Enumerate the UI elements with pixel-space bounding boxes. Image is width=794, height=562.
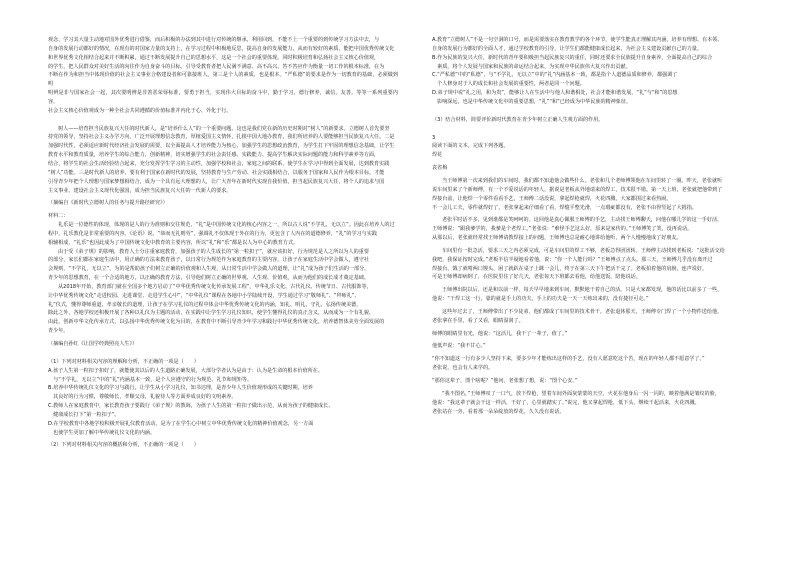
text-line: 观念，学习其大量主动地对国外优秀进行借鉴，而后积极的办法到其中进行对传统的继承，利用回到，不能不上一个重要的到传统学习方法中去，与 bbox=[48, 37, 380, 43]
text-line: （摘编自《新时代立德树人的任务与提升路径研究》） bbox=[48, 200, 168, 207]
text-line: 持党的领导，坚持社会主义办学方向，广泛开展理想信念教育，厚植爱国主义情怀，扎根中国大地办教育，我们所培养的人要能够担当民族复兴大任。二是 bbox=[48, 134, 395, 141]
text-line: 除此之外，各地学校还积极开展了各种以礼仪为主题的活动，在实践中让学生学习礼仪知识，使学生懂得礼仪的真正含义，从而成为一个有礼貌、 bbox=[48, 310, 375, 317]
text-line: 也使学生更加了解中华传统礼仪文化的内涵。 bbox=[48, 429, 155, 436]
text-line: 老张平时话不多，见到谁都是笑呵呵的。这回他是真心佩服王师傅的手艺，主动找王师傅聊天，问他在哪儿学的这一手好活， bbox=[442, 217, 723, 224]
text-line: 主义事业、建设社会主义现代化强国，成为担当民族复兴大任的一代新人的要求。 bbox=[48, 187, 232, 194]
text-line: 明辨是非与国家社会一起，其次要明辨是非善恶荣辱标准，要勇于担当，实现伟大目标的奋斗中，勤于学习，德行修养，诚信、友善。等等一系列重要内容， bbox=[48, 90, 398, 105]
text-line: 相辅相成，“礼乐”也因此成为了中国传统文化中教育的主要内容，所以“礼”和“乐”都是以人为中心的教育方式。 bbox=[48, 239, 299, 246]
text-line: 材料二： bbox=[48, 213, 69, 220]
text-line: 礼”仪式，懂得尊师重道、孝亲敬长的道理，让孩子在学习礼仪的过程中体会中华优秀传统文化的内涵，知礼、明礼、守礼，弘扬传统美德， bbox=[48, 301, 362, 308]
text-line: 焊花 bbox=[432, 152, 443, 159]
text-line: 不断在作为和担当中体现价值的社会主义事业合格建设者和可靠接班人。第三是个人的素质，也是根本。“严私德”的要求是作为一切教育的基础，必须做到明 bbox=[48, 72, 398, 88]
text-line: 他说：“我这辈子就会干这一样活，干好了，心里就踏实了。”说完，他又拿起焊枪，低下头，继续干起活来，火花四溅。 bbox=[432, 399, 700, 406]
text-line: 他说：“干焊工这一行，靠的就是手上的功夫，手上的功夫是一天一天练出来的，没有捷径可走。” bbox=[432, 296, 649, 303]
text-line: 车间里有一批急活，要求三天之内必须完成，可是车间里的焊工不够，老板急得团团转。王师傅主动找到老板说：“这批活交给 bbox=[442, 247, 725, 254]
text-line: “树人”功能。三是时代新人的培养，要有利于国家在新时代的发展，坚持教育与生产劳动、社会实践相结合，以服务于国家和人民作为根本目标，才能 bbox=[48, 169, 385, 176]
text-line: 师傅的眼睛里有光，他说：“这活儿，我干了一辈子，值了。” bbox=[432, 330, 568, 337]
spacer bbox=[48, 349, 398, 358]
text-line: B.作为民族的复兴大任，新时代的青年要积极担当起民族复兴的重任，同时还要求全民族提升自身素养，全面提高自己的综合 bbox=[432, 54, 713, 61]
text-line: 青少年。 bbox=[48, 328, 69, 335]
text-line: A.孩子人生第一粒扣子扣好了，就能使其以后的人生道路正确发展，大部分学者认为是由于：认为是生命的根本价值所在。 bbox=[48, 367, 323, 374]
text-line: “那你这辈子，图个啥呢？”他问。老张想了想，说：“图个心安。” bbox=[432, 378, 578, 384]
text-line: 青少年的思想教育，在一个合适的地方，以正确的教育方法，引导他们树立正确的世界观、人生观、价值观，从而为他们的成长成才奠定基础。 bbox=[48, 275, 369, 282]
text-line: 个人修身对于人的成长和社会发展的重要性，两者是同一个问题。 bbox=[432, 81, 585, 88]
text-line: 袁省梅 bbox=[432, 165, 448, 172]
text-line: 树人——培育担当民族复兴大任的时代新人，是“培养什么人”的一个重要问题。这也是我们党在新的历史时期对“树人”的新要求。立德树人首先要坚 bbox=[58, 125, 390, 132]
text-line: 不一会儿工夫，零件就焊好了，老张拿起来仔细看了看，焊缝平整光滑，一点瑕疵都没有，老张不由得竖起了大拇指。 bbox=[432, 204, 697, 211]
right-column bbox=[432, 36, 782, 416]
text-line: 教育水平和教育质量，培养学生的综合能力，创新精神，切实增强学生的社会责任感、实践能力、提高学生解决实际问题的能力和科学素养等方面， bbox=[48, 152, 380, 159]
text-line: 礼乐是一位德性的体现，体现的是人的行为准则和交往规范，“礼”是中国传统文化的核心内容之一，所以古人说“不学礼，无以立”。因此在培养人的过 bbox=[58, 222, 395, 229]
text-line: （1）下列对材料相关内容的理解和分析，不正确的一项是（ ） bbox=[48, 358, 199, 365]
text-line: 老张站在一旁，看着那一朵朵绽放的焊花，久久没有说话。 bbox=[432, 408, 565, 415]
text-line: 自身的发展行为都好的全面人才，通过学校教育的引导，让学生们都能健康成长起来，为社会主义建设贡献自己的力量。 bbox=[432, 45, 702, 52]
text-line: 这些年过去了，王师傅带出了不少徒弟，他们都成了车间里的技术骨干。老张退休那天，王师傅专门焊了一个小物件送给他， bbox=[442, 308, 723, 315]
text-line: A.教育“立德树人”不是一句空洞的口号，而是需要落实在教育教学的各个环节，使学生能真正理解其内涵，培养有理想、有本领、 bbox=[432, 37, 723, 43]
text-line: 焊接台，饿了就啃两口馒头，困了就趴在桌子上眯一会儿，终于在第三天下午把活干完了。老板拍着他的肩膀，连声说好。 bbox=[432, 265, 708, 272]
text-line: 说车间里来了个新师傅，有一个不爱说话的年轻人，据说是老板从外地请来的焊工，技术很不错。第一天上班，老张就把他带到了 bbox=[432, 186, 723, 193]
text-line: 自身的发展行动都好的情况，在现有的对国家力量的支持上，在学习过程中积极地反思，提高自身的发展能力，从而有较好的素质，能把中国优秀传统文化 bbox=[48, 45, 395, 52]
text-line: C.“严私德”中的“私德”，与“不学礼，无以立”中的“礼”内涵基本一致，都是指个人道德品质和修养，都强调了 bbox=[432, 72, 678, 79]
text-line: 素质，将个人发展与国家和民族的命运结合起来，为实现中华民族伟大复兴作出贡献。 bbox=[432, 63, 631, 70]
text-line: B.培养中华传统礼仪文化的学习与践行，让学生从小学习礼仪，知书达理，是青少年人生价值观形成的关键时期，培养 bbox=[48, 385, 313, 392]
text-line: 健康成长打下“第一粒扣子”。 bbox=[48, 411, 120, 418]
text-line: 王师傅出院以后，还是和以前一样，每天早早地来到车间，默默地干着自己的活。只是大家都发现，他的话比以前多了一些。 bbox=[442, 287, 723, 294]
text-line: 我吧，我保证按时完成。”老板半信半疑地看着他，说：“你一个人能行吗？”王师傅点了点头。那三天，王师傅几乎没有离开过 bbox=[432, 256, 713, 263]
left-column bbox=[48, 36, 398, 450]
text-line: 其良好的行为习惯，尊敬师长，孝顺父母，礼貌待人等方面养成良好的文明素养。 bbox=[48, 394, 237, 401]
text-line: （摘编自孙红《让国学经典照亮人生》） bbox=[48, 341, 138, 347]
text-line: 会规则，“不学礼，无以立”，为的是帮助孩子们树立正确的价值观和人生观，从日常生活中学会做人的道理，让“礼”成为孩子们生活的一部分。 bbox=[48, 266, 370, 273]
text-line: 他低声说：“我不甘心。” bbox=[432, 343, 486, 350]
text-line: 老张说，也会有人来学的。 bbox=[432, 365, 494, 372]
spacer bbox=[432, 125, 782, 134]
spacer bbox=[432, 107, 782, 116]
text-line: （2）下列对材料相关内容的概括和分析，不正确的一项是（ ） bbox=[48, 442, 199, 449]
text-line: 由于受《弟子规》的影响，教育人士分注重家庭教育，加强孩子的人生成长的“第一粒扣子”，就应该扣好，行为规范是人之所以为人的重要 bbox=[58, 248, 369, 255]
text-line: 社会主义核心价值观成为一种全社会共同遵循的价值标准并内化于心、外化于行。 bbox=[48, 107, 232, 114]
text-line: 引导青少年把个人理想与国家梦想相结合，成为一个具有远大理想的人，让广大青年在新时代实现自我价值，担当起民族复兴大任，将个人的追求与国 bbox=[48, 178, 385, 185]
text-line: “你不知道这一行有多少人坚持下来，要多少年才能练出这样的手艺，没有人愿意吃这个苦，现在的年轻人都不愿意学了。” bbox=[432, 356, 705, 363]
text-line: 王师傅说：“跟我爹学的，我爹是个老焊工。”老张说：“难怪手艺这么好，原来是家传的。”王师傅笑了笑，没再说话。 bbox=[432, 226, 693, 233]
text-line: 的部分，家长们都在家庭生活中，用正确的方法来教育孩子，以日常行为规范作为家庭教育的主要内容，让孩子在家庭生活中学会做人，遵守社 bbox=[48, 257, 369, 264]
text-line: 当王师傅第一次来到我们的车间时，我们都不知道他会做些什么。老张和几个老师傅领他在车间里转了一圈。昨天，老张就听 bbox=[442, 177, 723, 184]
text-line: 影响深远，也是中华传统文化中的重要思想，“礼”“和”已经成为中华民族的精神象征。 bbox=[432, 98, 632, 105]
text-line: 结合，将学生的社会生活经验结合起来，充分发挥学生学习的主动性，加强学校和社会、家庭之间的联系，使学生在学习中得到全面发展，达到教育实践 bbox=[48, 160, 390, 167]
text-line: 和世界优秀文化相结合起来并不断积累，通过不断发展提升自己的思想水平，这是一个社会的重要体现。同时积极培育和弘扬社会主义核心价值观， bbox=[48, 54, 380, 61]
text-line: 从那以后，老张就经常找王师傅请教焊接上的问题，王师傅也总是耐心地讲给他听，两个人慢慢地成了好朋友。 bbox=[432, 235, 682, 242]
text-line: C.教师人在家庭教育中，家长教育孩子要践行《弟子规》的教诲，为孩子人生的第一粒扣子做出示范，从而为孩子的健康成长、 bbox=[48, 403, 334, 410]
text-line: 让中华优秀传统文化“走进校园、走进课堂、走进学生心中”，“中华礼仪”课程在各地中小学陆续开设，学生通过学习“敬师礼”、“拜师礼”、 bbox=[48, 292, 360, 299]
text-line: 与“不学礼，无以立”中的“礼”内涵基本一致，是个人应遵守的行为规范、礼节和规矩等。 bbox=[48, 376, 253, 383]
text-line: D.弟子规中说“礼之用，和为贵”，能够让人在生活中与他人和谐相处，社会才能和谐发展，“礼”与“和”的思想 bbox=[432, 90, 678, 97]
text-line: 焊接台前，让他焊一个零件看看手艺，王师傅二话没说，拿起焊枪就焊，火花四溅，大家都围过来看热闹。 bbox=[432, 195, 672, 202]
text-line: 阅读下面的文本，完成下列各题。 bbox=[432, 143, 509, 150]
text-line: 加强时代性，必须适应新时代经济社会发展的需要，以全面提高人才培养能力为核心，加强学生的思想政治教育，为学生打下牢固的理想信念基础，让学生 bbox=[48, 143, 395, 150]
text-line: D.在学校教育中各地学校积极开展礼仪教育活动，是为了在学生心中树立中华优秀传统文化的精神价值观念，另一方面 bbox=[48, 420, 314, 427]
text-line: 的学生，把人民群众对美好生活的向往作为自身奋斗的目标。引导受教育者把人民满不满意、高不高兴、答不答应作为衡量一切工作的根本标准，在为 bbox=[48, 63, 385, 70]
text-line: 从2018年开始，教育部门就在全国多个地方启动了“中华优秀传统文化传承发展工程”，中华礼乐文化、古代礼仪、传统节日、古代服饰等， bbox=[58, 283, 372, 290]
spacer bbox=[48, 116, 398, 125]
text-line: 由此，创新中华文化传承方式，以弘扬中华优秀传统文化为目的，在教育中不断引导青少年学习和践行中华优秀传统文化，培养德智体美劳全面发展的 bbox=[48, 319, 385, 326]
text-line: （3）结合材料，简要评价新时代教育在青少年树立正确人生观方面的作用。 bbox=[432, 116, 604, 123]
text-line: “我不图名，”王师傅叹了一口气，放下焊枪，望着车间外面灰蒙蒙的天空，火花在他身后一闪一闪的，映着他满是皱纹的脸， bbox=[442, 390, 720, 397]
text-line: 程中，礼乐教化是非常重要的内容。《论语》说，“恭而无礼则劳”，强调礼不仅体现于外在的行为，更包含了人内在的道德修养，“礼”的学习与实践 bbox=[48, 230, 377, 237]
text-line: 可是王师傅却病倒了，在医院里住了好几天，老张每天下班都去看他，给他送饭，陪他说话。 bbox=[432, 274, 641, 281]
text-line: 3 bbox=[432, 134, 436, 141]
text-line: 老张拿在手里，看了又看，眼睛湿润了。 bbox=[432, 317, 524, 324]
